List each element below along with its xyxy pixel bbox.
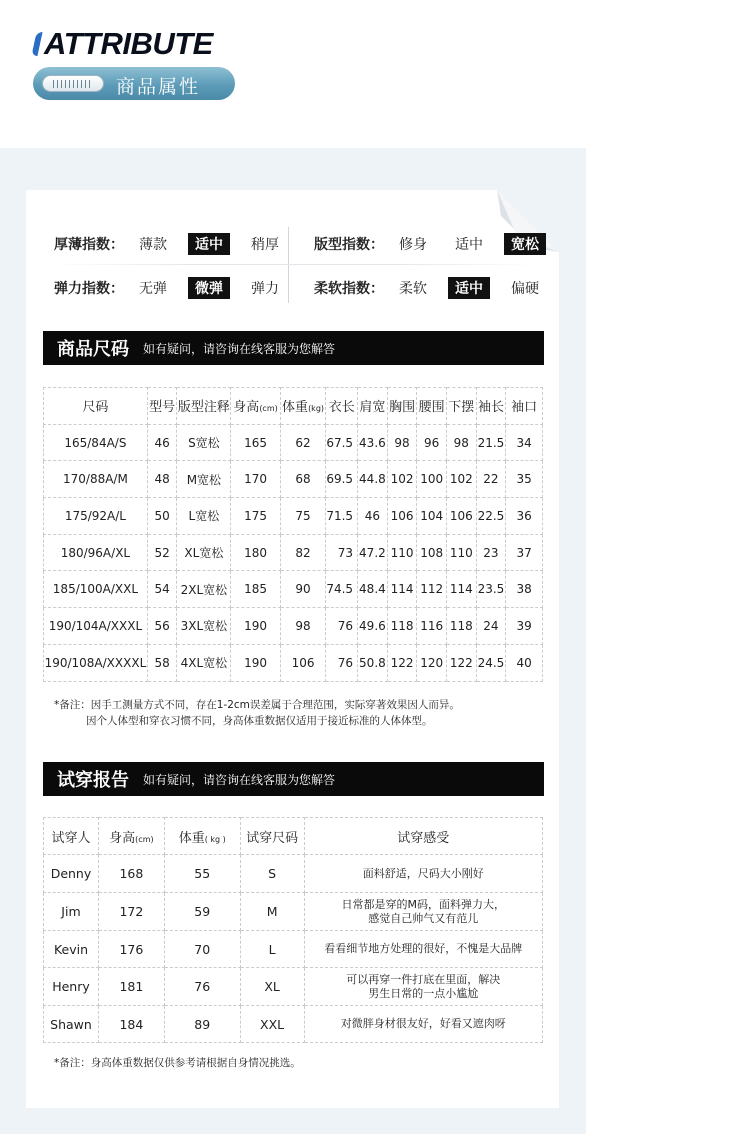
table-cell: M — [240, 893, 304, 931]
feel-line: 男生日常的一点小尴尬 — [368, 986, 479, 1000]
col-header: 袖口 — [506, 388, 543, 425]
table-cell: 24.5 — [476, 644, 506, 681]
table-cell: 73 — [326, 534, 358, 571]
table-cell: 3XL宽松 — [177, 608, 231, 645]
table-cell — [304, 931, 542, 968]
table-cell: 43.6 — [358, 424, 388, 461]
title-accent-icon — [31, 32, 42, 56]
attr-option-selected: 微弹 — [188, 277, 230, 299]
table-cell: 165 — [231, 424, 280, 461]
attr-option: 适中 — [455, 237, 483, 253]
table-cell: 48 — [147, 461, 177, 498]
table-cell: 21.5 — [476, 424, 506, 461]
attr-option-selected: 宽松 — [504, 233, 546, 255]
table-row — [44, 1006, 543, 1043]
table-cell: 106 — [280, 644, 326, 681]
table-cell: 38 — [506, 571, 543, 608]
fit-table-header — [44, 818, 543, 855]
section-pill — [33, 67, 235, 100]
table-cell: 98 — [280, 608, 326, 645]
size-table — [43, 387, 543, 682]
table-cell: 47.2 — [358, 534, 388, 571]
table-cell: 40 — [506, 644, 543, 681]
col-header-unit: ( kg ) — [204, 834, 226, 844]
col-header — [280, 388, 326, 425]
table-cell: 4XL宽松 — [177, 644, 231, 681]
size-note-line2: 因个人体型和穿衣习惯不同，身高体重数据仅适用于接近标准的人体体型。 — [86, 715, 433, 727]
table-cell: 170/88A/M — [44, 461, 148, 498]
attr-option-selected: 适中 — [188, 233, 230, 255]
table-cell: Shawn — [44, 1006, 99, 1043]
table-cell: 175/92A/L — [44, 498, 148, 535]
table-cell: 176 — [98, 931, 164, 968]
table-cell: XL — [240, 968, 304, 1006]
table-cell: 75 — [280, 498, 326, 535]
table-cell: 76 — [326, 644, 358, 681]
feel-line: 看看细节地方处理的很好，不愧是大品牌 — [324, 942, 523, 955]
table-cell: 181 — [98, 968, 164, 1006]
table-cell: 35 — [506, 461, 543, 498]
pill-knob-icon — [42, 75, 104, 92]
fit-section-title: 试穿报告 — [57, 770, 129, 791]
table-cell: 34 — [506, 424, 543, 461]
table-cell: 52 — [147, 534, 177, 571]
table-cell: 106 — [446, 498, 476, 535]
table-cell: 22.5 — [476, 498, 506, 535]
col-header: 衣长 — [326, 388, 358, 425]
size-table-header — [44, 388, 543, 425]
table-cell: Kevin — [44, 931, 99, 968]
table-cell: 71.5 — [326, 498, 358, 535]
table-cell: 120 — [417, 644, 447, 681]
col-header: 型号 — [147, 388, 177, 425]
col-header: 尺码 — [44, 388, 148, 425]
table-cell: 59 — [164, 893, 240, 931]
attr-label: 弹力指数： — [54, 281, 124, 297]
col-header-text: 身高 — [109, 830, 136, 846]
table-cell: Jim — [44, 893, 99, 931]
table-cell: 172 — [98, 893, 164, 931]
attr-option: 稍厚 — [251, 237, 279, 253]
fit-section-header — [43, 762, 544, 796]
table-cell: 22 — [476, 461, 506, 498]
table-cell: 168 — [98, 855, 164, 893]
col-header: 下摆 — [446, 388, 476, 425]
table-cell: 82 — [280, 534, 326, 571]
size-section-title: 商品尺码 — [57, 339, 129, 360]
table-cell: 170 — [231, 461, 280, 498]
table-row — [44, 534, 543, 571]
table-cell: XXL — [240, 1006, 304, 1043]
feel-line: 对微胖身材很友好，好看又遮肉呀 — [340, 1017, 506, 1030]
attr-label: 柔软指数： — [314, 281, 384, 297]
table-cell: 118 — [387, 608, 417, 645]
col-header: 试穿感受 — [304, 818, 542, 855]
table-cell — [304, 968, 542, 1006]
table-row — [44, 855, 543, 893]
table-cell: 190/108A/XXXXL — [44, 644, 148, 681]
col-header: 试穿人 — [44, 818, 99, 855]
table-cell: 190 — [231, 608, 280, 645]
table-row — [44, 498, 543, 535]
table-cell: 58 — [147, 644, 177, 681]
col-header: 试穿尺码 — [240, 818, 304, 855]
attr-option: 柔软 — [399, 281, 427, 297]
table-cell: 37 — [506, 534, 543, 571]
table-cell: 24 — [476, 608, 506, 645]
table-cell: 67.5 — [326, 424, 358, 461]
size-section-header — [43, 331, 544, 365]
fit-section-subtitle: 如有疑问，请咨询在线客服为您解答 — [143, 772, 336, 787]
attr-option: 修身 — [399, 237, 427, 253]
table-cell: 102 — [387, 461, 417, 498]
col-header — [98, 818, 164, 855]
feel-line: 可以再穿一件打底在里面，解决 — [346, 972, 501, 986]
col-header — [164, 818, 240, 855]
table-cell — [304, 893, 542, 931]
col-header: 胸围 — [387, 388, 417, 425]
table-cell: 36 — [506, 498, 543, 535]
table-cell: 114 — [446, 571, 476, 608]
attr-softness — [314, 277, 560, 299]
col-header-text: 体重 — [178, 830, 205, 846]
col-header: 腰围 — [417, 388, 447, 425]
table-row — [44, 931, 543, 968]
table-cell: 96 — [417, 424, 447, 461]
attr-option-selected: 适中 — [448, 277, 490, 299]
table-cell: 2XL宽松 — [177, 571, 231, 608]
table-cell: 76 — [164, 968, 240, 1006]
table-row — [44, 461, 543, 498]
table-cell: 50 — [147, 498, 177, 535]
table-cell: 110 — [446, 534, 476, 571]
col-header: 版型注释 — [177, 388, 231, 425]
table-cell: 116 — [417, 608, 447, 645]
col-header-text: 身高 — [233, 400, 260, 416]
attr-fit — [314, 233, 560, 255]
table-cell: 190/104A/XXXL — [44, 608, 148, 645]
table-cell: L — [240, 931, 304, 968]
col-header-text: 体重 — [282, 400, 309, 416]
col-header: 肩宽 — [358, 388, 388, 425]
table-cell: 46 — [358, 498, 388, 535]
table-cell: 98 — [387, 424, 417, 461]
table-cell — [304, 1006, 542, 1043]
table-row — [44, 424, 543, 461]
header — [0, 0, 750, 148]
table-cell: 122 — [387, 644, 417, 681]
table-cell: 180 — [231, 534, 280, 571]
col-header-unit: (kg) — [308, 404, 325, 414]
attr-divider-horizontal — [50, 264, 540, 265]
table-cell: S — [240, 855, 304, 893]
table-cell: 46 — [147, 424, 177, 461]
table-cell: 56 — [147, 608, 177, 645]
table-row — [44, 608, 543, 645]
table-cell: 180/96A/XL — [44, 534, 148, 571]
feel-line: 日常都是穿的M码，面料弹力大， — [341, 897, 506, 911]
table-cell: 70 — [164, 931, 240, 968]
table-cell: L宽松 — [177, 498, 231, 535]
table-cell: 100 — [417, 461, 447, 498]
attr-elasticity — [54, 277, 300, 299]
table-cell: 23 — [476, 534, 506, 571]
table-cell: Henry — [44, 968, 99, 1006]
table-cell: 44.8 — [358, 461, 388, 498]
table-cell: 112 — [417, 571, 447, 608]
size-section-subtitle: 如有疑问，请咨询在线客服为您解答 — [143, 341, 336, 356]
table-row — [44, 644, 543, 681]
table-cell: 184 — [98, 1006, 164, 1043]
table-cell: 102 — [446, 461, 476, 498]
attr-option: 偏硬 — [511, 281, 539, 297]
table-cell: 190 — [231, 644, 280, 681]
table-cell: 122 — [446, 644, 476, 681]
table-cell: 165/84A/S — [44, 424, 148, 461]
fit-report-table — [43, 817, 543, 1043]
col-header-unit: (cm) — [259, 404, 278, 414]
brand-title-text: ATTRIBUTE — [44, 26, 213, 61]
table-cell: 185/100A/XXL — [44, 571, 148, 608]
table-cell: 48.4 — [358, 571, 388, 608]
table-cell: XL宽松 — [177, 534, 231, 571]
table-cell: 90 — [280, 571, 326, 608]
table-cell: 23.5 — [476, 571, 506, 608]
col-header-unit: (cm) — [135, 834, 154, 844]
table-cell: 76 — [326, 608, 358, 645]
table-cell: 49.6 — [358, 608, 388, 645]
table-cell: S宽松 — [177, 424, 231, 461]
brand-title — [34, 26, 213, 62]
table-cell: 54 — [147, 571, 177, 608]
table-cell: 39 — [506, 608, 543, 645]
table-cell: 118 — [446, 608, 476, 645]
fit-note: *备注：身高体重数据仅供参考请根据自身情况挑选。 — [54, 1057, 301, 1069]
table-row — [44, 893, 543, 931]
table-cell: 114 — [387, 571, 417, 608]
table-cell: M宽松 — [177, 461, 231, 498]
size-note-line1: *备注：因手工测量方式不同，存在1-2cm误差属于合理范围，实际穿著效果因人而异。 — [54, 699, 460, 711]
pill-label: 商品属性 — [116, 76, 201, 98]
table-cell: 55 — [164, 855, 240, 893]
attr-divider-vertical — [288, 227, 289, 303]
table-cell: 104 — [417, 498, 447, 535]
table-cell: 185 — [231, 571, 280, 608]
col-header: 袖长 — [476, 388, 506, 425]
table-row — [44, 968, 543, 1006]
col-header — [231, 388, 280, 425]
feel-line: 感觉自己帅气又有范儿 — [368, 911, 479, 925]
attr-option: 弹力 — [251, 281, 279, 297]
table-cell: 108 — [417, 534, 447, 571]
table-cell: 74.5 — [326, 571, 358, 608]
feel-line: 面料舒适，尺码大小刚好 — [362, 866, 484, 880]
attr-option: 薄款 — [139, 237, 167, 253]
attr-label: 版型指数： — [314, 237, 384, 253]
attr-label: 厚薄指数： — [54, 237, 124, 253]
table-cell: Denny — [44, 855, 99, 893]
table-cell: 69.5 — [326, 461, 358, 498]
table-cell: 106 — [387, 498, 417, 535]
table-row — [44, 571, 543, 608]
attr-option: 无弹 — [139, 281, 167, 297]
table-cell: 110 — [387, 534, 417, 571]
table-cell: 50.8 — [358, 644, 388, 681]
table-cell: 98 — [446, 424, 476, 461]
table-cell: 62 — [280, 424, 326, 461]
table-cell — [304, 855, 542, 893]
table-cell: 68 — [280, 461, 326, 498]
table-cell: 89 — [164, 1006, 240, 1043]
attr-thickness — [54, 233, 300, 255]
table-cell: 175 — [231, 498, 280, 535]
